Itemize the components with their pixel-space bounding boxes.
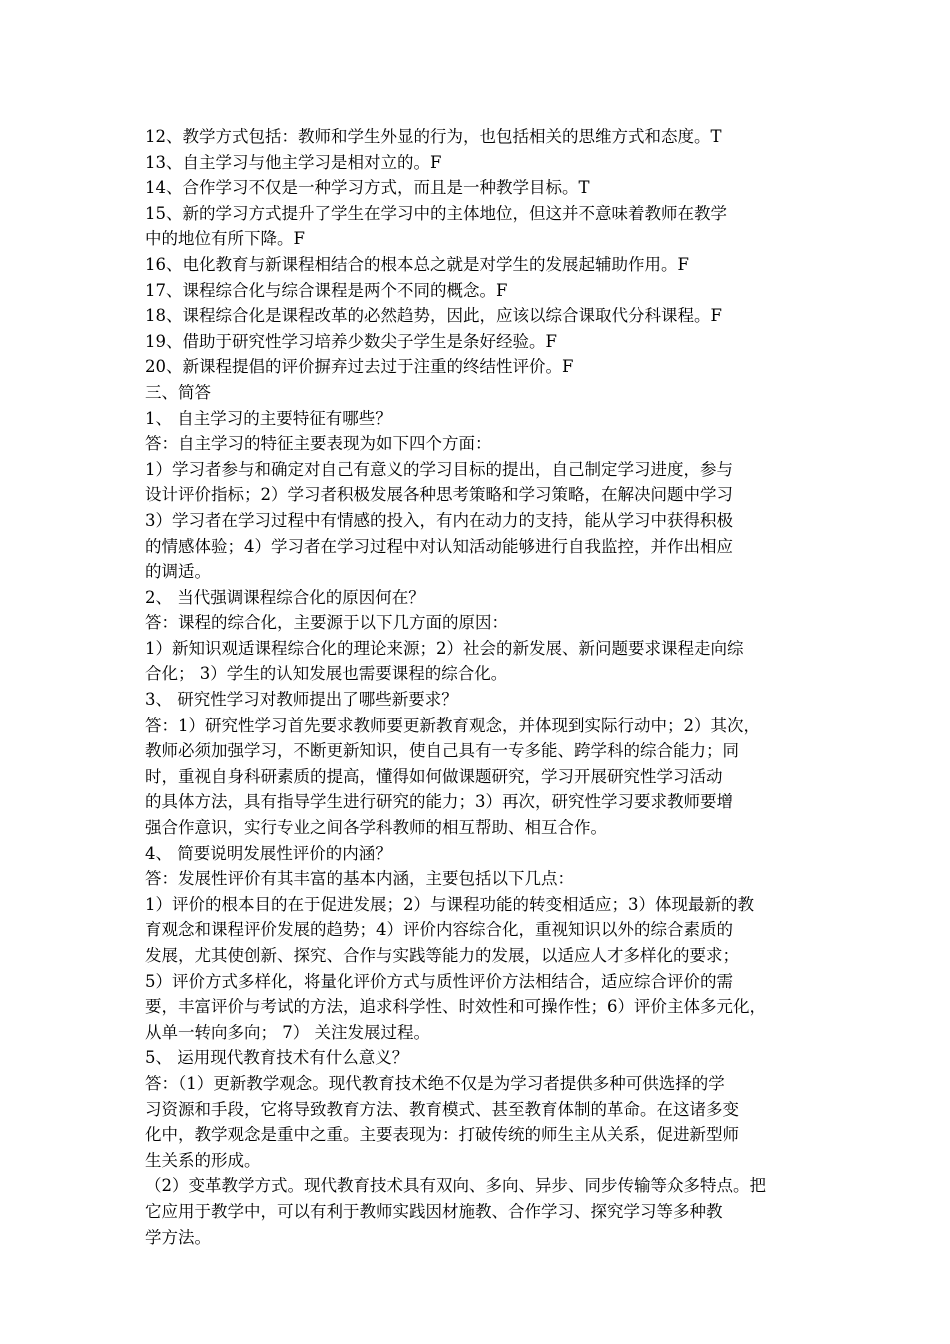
text-line: 答：（1）更新教学观念。现代教育技术绝不仅是为学习者提供多种可供选择的学 [145,1073,725,1093]
text-line: 19、借助于研究性学习培养少数尖子学生是条好经验。F [145,331,557,351]
text-line: 化中，教学观念是重中之重。主要表现为：打破传统的师生主从关系，促进新型师 [145,1125,739,1145]
text-line: 答：发展性评价有其丰富的基本内涵，主要包括以下几点： [145,869,574,889]
text-line: 答：自主学习的特征主要表现为如下四个方面： [145,434,492,454]
text-line: 从单一转向多向； 7） 关注发展过程。 [145,1022,430,1042]
text-line: 14、合作学习不仅是一种学习方式，而且是一种教学目标。T [145,178,590,198]
text-line: 的具体方法，具有指导学生进行研究的能力；3）再次，研究性学习要求教师要增 [145,792,733,812]
text-line: 5）评价方式多样化，将量化评价方式与质性评价方法相结合，适应综合评价的需 [145,971,733,991]
text-line: 13、自主学习与他主学习是相对立的。F [145,152,442,172]
text-line: 三、简答 [145,382,211,402]
text-line: 18、课程综合化是课程改革的必然趋势，因此，应该以综合课取代分科课程。F [145,306,722,326]
text-line: 16、电化教育与新课程相结合的根本总之就是对学生的发展起辅助作用。F [145,254,689,274]
text-line: 中的地位有所下降。F [145,229,305,249]
text-line: （2）变革教学方式。现代教育技术具有双向、多向、异步、同步传输等众多特点。把 [145,1176,766,1196]
text-line: 习资源和手段，它将导致教育方法、教育模式、甚至教育体制的革命。在这诸多变 [145,1099,739,1119]
text-line: 学方法。 [145,1227,211,1247]
document-body [145,124,820,1250]
text-line: 5、 运用现代教育技术有什么意义？ [145,1048,409,1068]
text-line: 生关系的形成。 [145,1150,261,1170]
text-line: 4、 简要说明发展性评价的内涵？ [145,843,392,863]
text-line: 时，重视自身科研素质的提高，懂得如何做课题研究，学习开展研究性学习活动 [145,766,723,786]
text-line: 1、 自主学习的主要特征有哪些？ [145,408,392,428]
text-line: 3）学习者在学习过程中有情感的投入，有内在动力的支持，能从学习中获得积极 [145,510,733,530]
text-line: 12、教学方式包括：教师和学生外显的行为，也包括相关的思维方式和态度。T [145,127,722,146]
text-line: 1）学习者参与和确定对自己有意义的学习目标的提出，自己制定学习进度，参与 [145,459,733,479]
text-line: 设计评价指标；2）学习者积极发展各种思考策略和学习策略，在解决问题中学习 [145,485,733,505]
text-line: 育观念和课程评价发展的趋势；4）评价内容综合化，重视知识以外的综合素质的 [145,920,733,940]
text-line: 2、 当代强调课程综合化的原因何在？ [145,587,425,607]
text-line: 合化； 3）学生的认知发展也需要课程的综合化。 [145,664,508,684]
text-line: 发展，尤其使创新、探究、合作与实践等能力的发展，以适应人才多样化的要求； [145,946,739,965]
text-line: 1）新知识观适课程综合化的理论来源；2）社会的新发展、新问题要求课程走向综 [145,638,744,658]
text-line: 20、新课程提倡的评价摒弃过去过于注重的终结性评价。F [145,357,574,377]
text-line: 强合作意识，实行专业之间各学科教师的相互帮助、相互合作。 [145,818,607,838]
text-line: 答：1）研究性学习首先要求教师要更新教育观念，并体现到实际行动中；2）其次， [145,715,760,735]
text-line: 3、 研究性学习对教师提出了哪些新要求？ [145,690,458,710]
text-line: 的情感体验；4）学习者在学习过程中对认知活动能够进行自我监控，并作出相应 [145,536,733,556]
text-line: 1）评价的根本目的在于促进发展；2）与课程功能的转变相适应；3）体现最新的教 [145,894,754,914]
text-line: 的调适。 [145,562,211,582]
text-line: 教师必须加强学习，不断更新知识，使自己具有一专多能、跨学科的综合能力；同 [145,741,739,761]
text-line: 要，丰富评价与考试的方法，追求科学性、时效性和可操作性；6）评价主体多元化， [145,997,766,1017]
text-line: 17、课程综合化与综合课程是两个不同的概念。F [145,280,508,300]
text-line: 它应用于教学中，可以有利于教师实践因材施教、合作学习、探究学习等多种教 [145,1201,723,1221]
text-line: 15、新的学习方式提升了学生在学习中的主体地位，但这并不意味着教师在教学 [145,203,727,223]
text-line: 答：课程的综合化，主要源于以下几方面的原因： [145,613,508,633]
